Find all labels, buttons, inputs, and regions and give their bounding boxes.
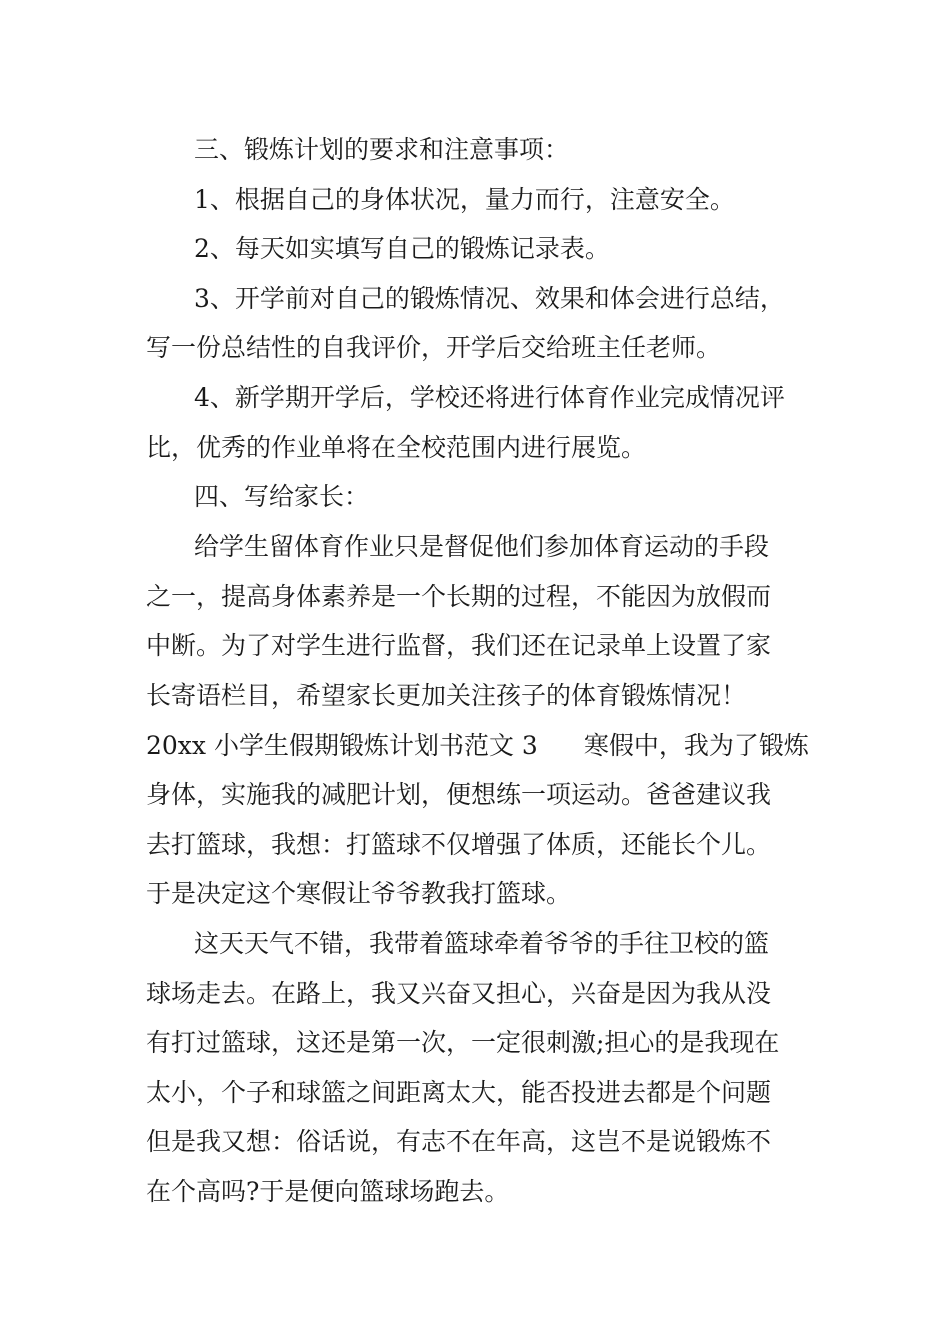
paragraph-line: 这天天气不错，我带着篮球牵着爷爷的手往卫校的篮 — [194, 929, 770, 958]
section-heading: 四、写给家长： — [194, 482, 370, 511]
paragraph-line: 之一，提高身体素养是一个长期的过程，不能因为放假而 — [146, 582, 772, 611]
paragraph-line: 3、开学前对自己的锻炼情况、效果和体会进行总结， — [194, 284, 785, 313]
paragraph-line: 有打过篮球，这还是第一次，一定很刺激;担心的是我现在 — [146, 1028, 780, 1057]
paragraph-line: 给学生留体育作业只是督促他们参加体育运动的手段 — [194, 532, 770, 561]
paragraph-line: 中断。为了对学生进行监督，我们还在记录单上设置了家 — [146, 631, 772, 660]
section-heading: 三、锻炼计划的要求和注意事项： — [194, 135, 570, 164]
paragraph-line: 身体，实施我的减肥计划，便想练一项运动。爸爸建议我 — [146, 780, 772, 809]
paragraph-line: 在个高吗?于是便向篮球场跑去。 — [146, 1177, 510, 1206]
paragraph-line: 长寄语栏目，希望家长更加关注孩子的体育锻炼情况！ — [146, 681, 747, 710]
article-title: 20xx 小学生假期锻炼计划书范文 3 — [146, 731, 538, 760]
paragraph-line: 球场走去。在路上，我又兴奋又担心，兴奋是因为我从没 — [146, 979, 772, 1008]
paragraph-line: 2、每天如实填写自己的锻炼记录表。 — [194, 234, 610, 263]
paragraph-line: 于是决定这个寒假让爷爷教我打篮球。 — [146, 879, 572, 908]
article-opening: 寒假中，我为了锻炼 — [583, 731, 809, 760]
paragraph-line: 比，优秀的作业单将在全校范围内进行展览。 — [146, 433, 647, 462]
paragraph-line: 但是我又想：俗话说，有志不在年高，这岂不是说锻炼不 — [146, 1127, 772, 1156]
article-title-line — [0, 726, 950, 766]
paragraph-line: 1、根据自己的身体状况，量力而行，注意安全。 — [194, 185, 735, 214]
paragraph-line: 去打篮球，我想：打篮球不仅增强了体质，还能长个儿。 — [146, 830, 772, 859]
paragraph-line: 太小，个子和球篮之间距离太大，能否投进去都是个问题 — [146, 1078, 772, 1107]
paragraph-line: 4、新学期开学后，学校还将进行体育作业完成情况评 — [194, 383, 785, 412]
paragraph-line: 写一份总结性的自我评价，开学后交给班主任老师。 — [146, 333, 722, 362]
